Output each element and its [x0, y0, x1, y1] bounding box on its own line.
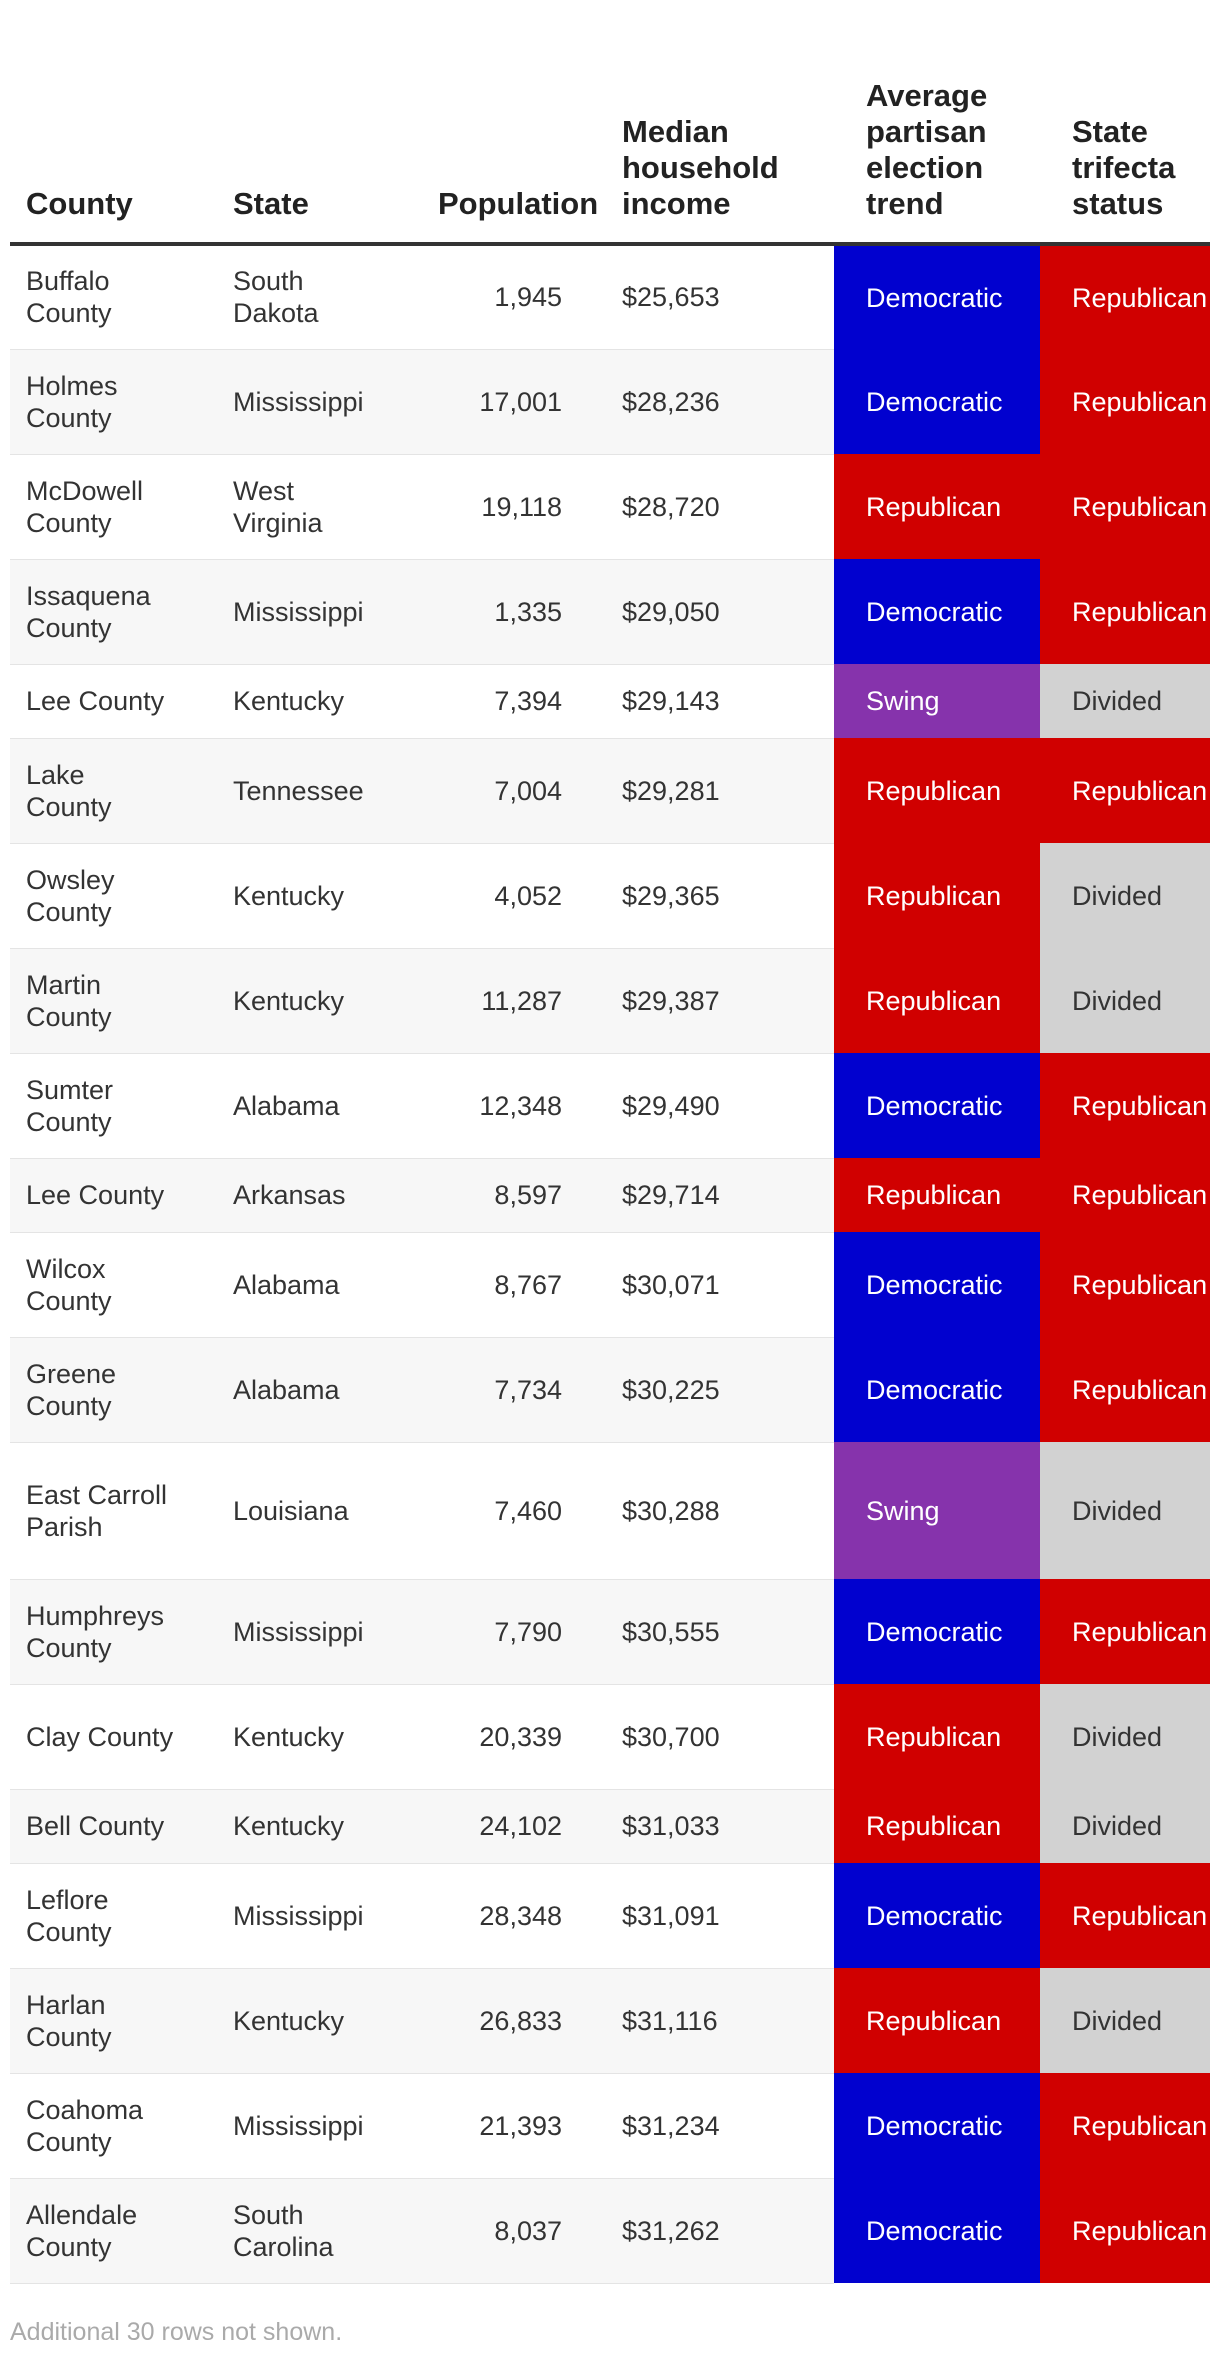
cell-state: Mississippi — [217, 349, 422, 454]
cell-partisan-trend: Republican — [834, 1158, 1040, 1232]
footnote: Additional 30 rows not shown. — [10, 2318, 343, 2346]
cell-partisan-trend: Republican — [834, 738, 1040, 843]
cell-county: Harlan County — [10, 1968, 217, 2073]
cell-median-income: $28,236 — [592, 349, 834, 454]
cell-state: Alabama — [217, 1337, 422, 1442]
cell-county: Holmes County — [10, 349, 217, 454]
cell-population: 4,052 — [422, 843, 592, 948]
table-row — [10, 948, 1210, 1053]
cell-median-income: $29,714 — [592, 1158, 834, 1232]
cell-median-income: $29,050 — [592, 559, 834, 664]
cell-trifecta-status: Divided — [1040, 664, 1210, 738]
cell-partisan-trend: Democratic — [834, 1337, 1040, 1442]
cell-state: West Virginia — [217, 454, 422, 559]
cell-population: 8,767 — [422, 1232, 592, 1337]
cell-county: Lake County — [10, 738, 217, 843]
cell-partisan-trend: Democratic — [834, 1863, 1040, 1968]
cell-county: Greene County — [10, 1337, 217, 1442]
cell-state: Alabama — [217, 1232, 422, 1337]
table-row — [10, 349, 1210, 454]
cell-median-income: $29,143 — [592, 664, 834, 738]
cell-trifecta-status: Republican — [1040, 738, 1210, 843]
cell-population: 8,037 — [422, 2178, 592, 2283]
cell-population: 7,790 — [422, 1579, 592, 1684]
table-row — [10, 2073, 1210, 2178]
cell-population: 21,393 — [422, 2073, 592, 2178]
cell-partisan-trend: Democratic — [834, 2178, 1040, 2283]
cell-trifecta-status: Republican — [1040, 454, 1210, 559]
cell-trifecta-status: Republican — [1040, 1579, 1210, 1684]
cell-trifecta-status: Republican — [1040, 2073, 1210, 2178]
cell-trifecta-status: Republican — [1040, 1053, 1210, 1158]
cell-trifecta-status: Republican — [1040, 349, 1210, 454]
cell-state: Kentucky — [217, 664, 422, 738]
cell-trifecta-status: Divided — [1040, 1789, 1210, 1863]
cell-partisan-trend: Republican — [834, 843, 1040, 948]
cell-population: 1,335 — [422, 559, 592, 664]
table-row — [10, 1053, 1210, 1158]
cell-partisan-trend: Republican — [834, 948, 1040, 1053]
cell-county: Owsley County — [10, 843, 217, 948]
cell-trifecta-status: Republican — [1040, 244, 1210, 349]
cell-median-income: $31,234 — [592, 2073, 834, 2178]
cell-population: 1,945 — [422, 244, 592, 349]
header-trifecta-status[interactable]: State trifecta status — [1040, 0, 1210, 244]
table-body — [10, 244, 1210, 2283]
table-row — [10, 244, 1210, 349]
cell-trifecta-status: Divided — [1040, 948, 1210, 1053]
cell-median-income: $31,116 — [592, 1968, 834, 2073]
cell-median-income: $29,365 — [592, 843, 834, 948]
cell-state: Mississippi — [217, 2073, 422, 2178]
cell-state: Tennessee — [217, 738, 422, 843]
county-table — [10, 0, 1210, 2284]
table-row — [10, 1337, 1210, 1442]
table-row — [10, 1158, 1210, 1232]
table-row — [10, 1684, 1210, 1789]
cell-state: Arkansas — [217, 1158, 422, 1232]
cell-population: 24,102 — [422, 1789, 592, 1863]
cell-median-income: $28,720 — [592, 454, 834, 559]
table-row — [10, 2178, 1210, 2283]
cell-median-income: $29,281 — [592, 738, 834, 843]
cell-population: 19,118 — [422, 454, 592, 559]
cell-population: 12,348 — [422, 1053, 592, 1158]
cell-state: Louisiana — [217, 1442, 422, 1579]
cell-population: 7,004 — [422, 738, 592, 843]
cell-median-income: $29,490 — [592, 1053, 834, 1158]
table-row — [10, 1232, 1210, 1337]
table-header — [10, 0, 1210, 244]
cell-partisan-trend: Democratic — [834, 1053, 1040, 1158]
cell-county: McDowell County — [10, 454, 217, 559]
table-row — [10, 1579, 1210, 1684]
cell-median-income: $25,653 — [592, 244, 834, 349]
cell-partisan-trend: Democratic — [834, 244, 1040, 349]
cell-partisan-trend: Republican — [834, 454, 1040, 559]
cell-state: South Dakota — [217, 244, 422, 349]
cell-state: Mississippi — [217, 1863, 422, 1968]
cell-trifecta-status: Republican — [1040, 1337, 1210, 1442]
cell-trifecta-status: Republican — [1040, 1863, 1210, 1968]
header-county[interactable]: County — [10, 0, 217, 244]
table-row — [10, 454, 1210, 559]
cell-partisan-trend: Democratic — [834, 1579, 1040, 1684]
cell-state: Kentucky — [217, 948, 422, 1053]
table-row — [10, 559, 1210, 664]
cell-state: Alabama — [217, 1053, 422, 1158]
table-row — [10, 1442, 1210, 1579]
cell-population: 7,460 — [422, 1442, 592, 1579]
cell-state: Kentucky — [217, 1968, 422, 2073]
cell-population: 7,394 — [422, 664, 592, 738]
header-median-income[interactable]: Median household income — [592, 0, 834, 244]
table-row — [10, 664, 1210, 738]
cell-partisan-trend: Republican — [834, 1684, 1040, 1789]
cell-median-income: $29,387 — [592, 948, 834, 1053]
cell-median-income: $30,288 — [592, 1442, 834, 1579]
cell-county: Wilcox County — [10, 1232, 217, 1337]
cell-state: Kentucky — [217, 1789, 422, 1863]
header-state[interactable]: State — [217, 0, 422, 244]
cell-county: Allendale County — [10, 2178, 217, 2283]
header-population[interactable]: Population — [422, 0, 592, 244]
cell-county: Humphreys County — [10, 1579, 217, 1684]
cell-partisan-trend: Democratic — [834, 1232, 1040, 1337]
cell-median-income: $31,091 — [592, 1863, 834, 1968]
header-partisan-trend[interactable]: Average partisan election trend — [834, 0, 1040, 244]
cell-population: 28,348 — [422, 1863, 592, 1968]
table-row — [10, 1789, 1210, 1863]
cell-county: East Carroll Parish — [10, 1442, 217, 1579]
cell-state: Kentucky — [217, 843, 422, 948]
data-table-container — [10, 0, 1210, 2284]
cell-trifecta-status: Divided — [1040, 843, 1210, 948]
table-row — [10, 843, 1210, 948]
cell-population: 26,833 — [422, 1968, 592, 2073]
cell-partisan-trend: Swing — [834, 1442, 1040, 1579]
cell-median-income: $30,225 — [592, 1337, 834, 1442]
cell-county: Leflore County — [10, 1863, 217, 1968]
cell-partisan-trend: Republican — [834, 1789, 1040, 1863]
cell-county: Martin County — [10, 948, 217, 1053]
cell-trifecta-status: Divided — [1040, 1968, 1210, 2073]
cell-median-income: $31,262 — [592, 2178, 834, 2283]
cell-trifecta-status: Republican — [1040, 2178, 1210, 2283]
cell-state: Kentucky — [217, 1684, 422, 1789]
cell-median-income: $30,071 — [592, 1232, 834, 1337]
cell-partisan-trend: Democratic — [834, 2073, 1040, 2178]
cell-population: 8,597 — [422, 1158, 592, 1232]
cell-median-income: $30,555 — [592, 1579, 834, 1684]
cell-trifecta-status: Divided — [1040, 1442, 1210, 1579]
cell-median-income: $30,700 — [592, 1684, 834, 1789]
cell-population: 7,734 — [422, 1337, 592, 1442]
table-row — [10, 738, 1210, 843]
cell-partisan-trend: Swing — [834, 664, 1040, 738]
cell-trifecta-status: Republican — [1040, 1158, 1210, 1232]
cell-county: Sumter County — [10, 1053, 217, 1158]
cell-state: Mississippi — [217, 559, 422, 664]
cell-median-income: $31,033 — [592, 1789, 834, 1863]
table-row — [10, 1863, 1210, 1968]
cell-state: Mississippi — [217, 1579, 422, 1684]
cell-trifecta-status: Republican — [1040, 559, 1210, 664]
table-row — [10, 1968, 1210, 2073]
cell-county: Issaquena County — [10, 559, 217, 664]
cell-state: South Carolina — [217, 2178, 422, 2283]
cell-county: Clay County — [10, 1684, 217, 1789]
cell-county: Lee County — [10, 1158, 217, 1232]
cell-county: Coahoma County — [10, 2073, 217, 2178]
cell-county: Bell County — [10, 1789, 217, 1863]
cell-population: 17,001 — [422, 349, 592, 454]
cell-county: Buffalo County — [10, 244, 217, 349]
cell-trifecta-status: Divided — [1040, 1684, 1210, 1789]
cell-partisan-trend: Democratic — [834, 559, 1040, 664]
cell-trifecta-status: Republican — [1040, 1232, 1210, 1337]
cell-county: Lee County — [10, 664, 217, 738]
cell-population: 11,287 — [422, 948, 592, 1053]
cell-population: 20,339 — [422, 1684, 592, 1789]
cell-partisan-trend: Democratic — [834, 349, 1040, 454]
cell-partisan-trend: Republican — [834, 1968, 1040, 2073]
